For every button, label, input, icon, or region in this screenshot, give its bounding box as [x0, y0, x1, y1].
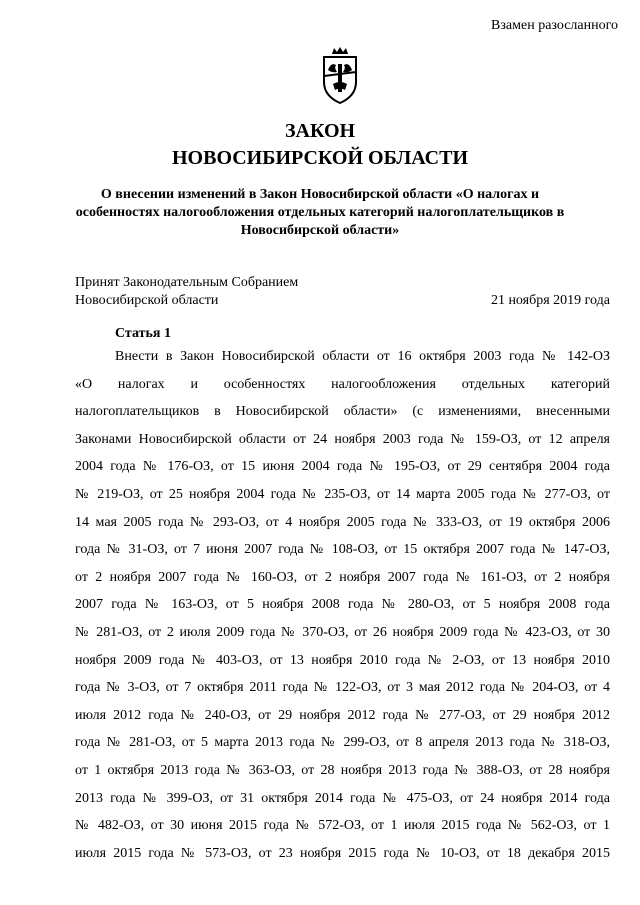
article-text-line: № 482-ОЗ, от 30 июня 2015 года № 572-ОЗ, от 1 июля 2015 года № 562-ОЗ, от 1: [75, 818, 610, 834]
coat-of-arms-icon: [318, 46, 362, 106]
article-text-line: июля 2012 года № 240-ОЗ, от 29 ноября 2012 года № 277-ОЗ, от 29 ноября 2012: [75, 707, 610, 723]
article-text-line: года № 31-ОЗ, от 7 июня 2007 года № 108-ОЗ, от 15 октября 2007 года № 147-ОЗ,: [75, 542, 610, 558]
article-text-line: года № 3-ОЗ, от 7 октября 2011 года № 122-ОЗ, от 3 мая 2012 года № 204-ОЗ, от 4: [75, 680, 610, 696]
article-text-line: Законами Новосибирской области от 24 ноября 2003 года № 159-ОЗ, от 12 апреля: [75, 431, 610, 447]
law-subtitle: О внесении изменений в Закон Новосибирской области «О налогах и особенностях налогообложения отдельных категорий налогоплательщиков в Новосибирской области»: [75, 187, 565, 238]
article-text-line: июля 2015 года № 573-ОЗ, от 23 ноября 2015 года № 10-ОЗ, от 18 декабря 2015: [75, 845, 610, 861]
article-text-line: 2013 года № 399-ОЗ, от 31 октября 2014 года № 475-ОЗ, от 24 ноября 2014 года: [75, 790, 610, 806]
adoption-block: [75, 274, 610, 310]
article-text-line: 2007 года № 163-ОЗ, от 5 ноября 2008 года № 280-ОЗ, от 5 ноября 2008 года: [75, 597, 610, 613]
law-title: ЗАКОН: [284, 120, 356, 142]
top-note: Взамен разосланного: [491, 18, 618, 33]
article-text-line: налогоплательщиков в Новосибирской области» (с изменениями, внесенными: [75, 404, 610, 420]
article-text-line: «О налогах и особенностях налогообложения отдельных категорий: [75, 376, 610, 392]
article-text-line: года № 281-ОЗ, от 5 марта 2013 года № 299-ОЗ, от 8 апреля 2013 года № 318-ОЗ,: [75, 735, 610, 751]
adopted-by-line: Принят Законодательным Собранием: [75, 275, 299, 290]
article-text-line: 14 мая 2005 года № 293-ОЗ, от 4 ноября 2005 года № 333-ОЗ, от 19 октября 2006: [75, 514, 610, 530]
adopted-row: [75, 292, 610, 310]
article-text-line: от 2 ноября 2007 года № 160-ОЗ, от 2 ноября 2007 года № 161-ОЗ, от 2 ноября: [75, 569, 610, 585]
article-body: [75, 343, 610, 867]
article-text-line: Внести в Закон Новосибирской области от 16 октября 2003 года № 142-ОЗ: [115, 349, 610, 364]
adopted-by-region: Новосибирской области: [75, 293, 219, 308]
article-text-line: 2004 года № 176-ОЗ, от 15 июня 2004 года № 195-ОЗ, от 29 сентября 2004 года: [75, 459, 610, 475]
article-text-line: от 1 октября 2013 года № 363-ОЗ, от 28 ноября 2013 года № 388-ОЗ, от 28 ноября: [75, 762, 610, 778]
law-title-region: НОВОСИБИРСКОЙ ОБЛАСТИ: [171, 147, 469, 169]
article-heading: Статья 1: [115, 326, 171, 341]
adoption-date: 21 ноября 2019 года: [490, 293, 610, 308]
article-text-line: № 281-ОЗ, от 2 июля 2009 года № 370-ОЗ, от 26 ноября 2009 года № 423-ОЗ, от 30: [75, 624, 610, 640]
article-text-line: ноября 2009 года № 403-ОЗ, от 13 ноября 2010 года № 2-ОЗ, от 13 ноября 2010: [75, 652, 610, 668]
article-text-line: № 219-ОЗ, от 25 ноября 2004 года № 235-ОЗ, от 14 марта 2005 года № 277-ОЗ, от: [75, 486, 610, 502]
